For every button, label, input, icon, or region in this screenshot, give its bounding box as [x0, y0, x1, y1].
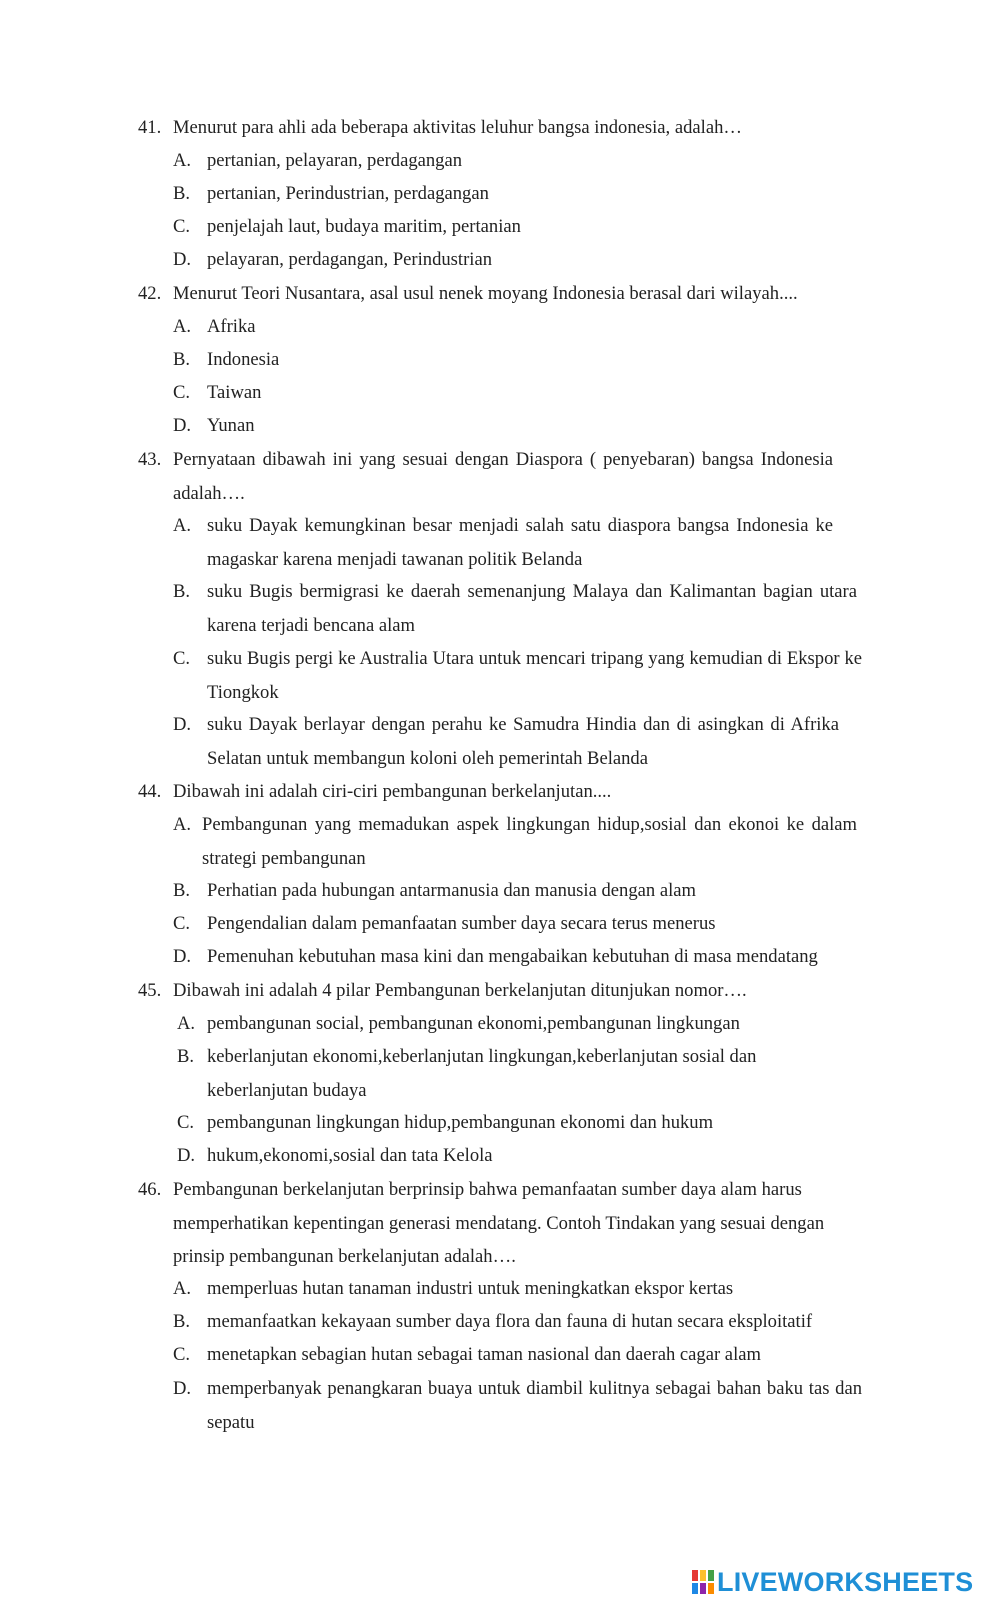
- option-text: pertanian, Perindustrian, perdagangan: [207, 183, 489, 204]
- question-text: Pernyataan dibawah ini yang sesuai dengan Diaspora ( penyebaran) bangsa Indonesia adalah….: [173, 449, 833, 504]
- option-letter: B.: [177, 1046, 195, 1067]
- option-letter: B.: [173, 581, 191, 602]
- option-letter: D.: [173, 1378, 192, 1399]
- option-letter: A.: [177, 1013, 196, 1034]
- question-number: 45.: [138, 980, 162, 1001]
- question-text: Pembangunan berkelanjutan berprinsip bahwa pemanfaatan sumber daya alam harus memperhatikan kepentingan generasi mendatang. Contoh Tindakan yang sesuai dengan prinsip pembangunan berkelanjutan adalah….: [173, 1179, 825, 1267]
- option-letter: A.: [173, 1278, 192, 1299]
- option-letter: A.: [173, 316, 192, 337]
- liveworksheets-logo: [692, 1565, 973, 1599]
- option-text: Perhatian pada hubungan antarmanusia dan manusia dengan alam: [207, 880, 696, 901]
- option-text: Indonesia: [207, 349, 280, 370]
- option-letter: D.: [173, 249, 192, 270]
- option-letter: C.: [173, 913, 191, 934]
- option-letter: D.: [177, 1145, 196, 1166]
- question-number: 43.: [138, 449, 162, 470]
- option-letter: A.: [173, 150, 192, 171]
- question-number: 46.: [138, 1179, 162, 1200]
- question-number: 41.: [138, 117, 162, 138]
- option-text: memperluas hutan tanaman industri untuk meningkatkan ekspor kertas: [207, 1278, 734, 1299]
- option-text: keberlanjutan ekonomi,keberlanjutan lingkungan,keberlanjutan sosial dan keberlanjutan budaya: [207, 1046, 757, 1101]
- question-number: 42.: [138, 283, 162, 304]
- option-letter: C.: [173, 1344, 191, 1365]
- option-text: Yunan: [207, 415, 255, 436]
- question-text: Dibawah ini adalah 4 pilar Pembangunan berkelanjutan ditunjukan nomor….: [173, 980, 747, 1001]
- option-letter: C.: [173, 382, 191, 403]
- option-text: menetapkan sebagian hutan sebagai taman nasional dan daerah cagar alam: [207, 1344, 761, 1365]
- option-letter: D.: [173, 714, 192, 735]
- option-letter: B.: [173, 183, 191, 204]
- option-text: memperbanyak penangkaran buaya untuk diambil kulitnya sebagai bahan baku tas dan sepatu: [207, 1378, 862, 1433]
- option-text: suku Bugis bermigrasi ke daerah semenanjung Malaya dan Kalimantan bagian utara karena terjadi bencana alam: [207, 581, 857, 636]
- question-text: Dibawah ini adalah ciri-ciri pembangunan berkelanjutan....: [173, 781, 612, 802]
- question-text: Menurut para ahli ada beberapa aktivitas leluhur bangsa indonesia, adalah…: [173, 117, 742, 138]
- option-text: memanfaatkan kekayaan sumber daya flora dan fauna di hutan secara eksploitatif: [207, 1311, 813, 1332]
- option-text: suku Bugis pergi ke Australia Utara untuk mencari tripang yang kemudian di Ekspor ke Tiongkok: [207, 648, 862, 703]
- option-letter: C.: [173, 648, 191, 669]
- option-letter: C.: [173, 216, 191, 237]
- option-letter: B.: [173, 880, 191, 901]
- option-text: Pemenuhan kebutuhan masa kini dan mengabaikan kebutuhan di masa mendatang: [207, 946, 818, 967]
- option-text: pertanian, pelayaran, perdagangan: [207, 150, 463, 171]
- logo-text: LIVEWORKSHEETS: [717, 1566, 974, 1597]
- question-text: Menurut Teori Nusantara, asal usul nenek moyang Indonesia berasal dari wilayah....: [173, 283, 798, 304]
- option-letter: C.: [177, 1112, 195, 1133]
- option-text: Pengendalian dalam pemanfaatan sumber daya secara terus menerus: [207, 913, 716, 934]
- option-text: Afrika: [207, 316, 256, 337]
- option-letter: D.: [173, 415, 192, 436]
- option-text: hukum,ekonomi,sosial dan tata Kelola: [207, 1145, 493, 1166]
- option-letter: B.: [173, 1311, 191, 1332]
- option-text: suku Dayak berlayar dengan perahu ke Samudra Hindia dan di asingkan di Afrika Selatan untuk membangun koloni oleh pemerintah Belanda: [207, 714, 839, 769]
- option-letter: D.: [173, 946, 192, 967]
- option-text: Taiwan: [207, 382, 262, 403]
- option-text: pembangunan social, pembangunan ekonomi,pembangunan lingkungan: [207, 1013, 740, 1034]
- option-letter: A.: [173, 515, 192, 536]
- option-letter: B.: [173, 349, 191, 370]
- liveworksheets-logo-icon: [692, 1570, 714, 1594]
- option-text: pembangunan lingkungan hidup,pembangunan ekonomi dan hukum: [207, 1112, 714, 1133]
- option-letter: A.: [173, 814, 192, 835]
- option-text: penjelajah laut, budaya maritim, pertanian: [207, 216, 521, 237]
- option-text: Pembangunan yang memadukan aspek lingkungan hidup,sosial dan ekonoi ke dalam strategi pembangunan: [202, 814, 857, 869]
- option-text: pelayaran, perdagangan, Perindustrian: [207, 249, 492, 270]
- question-number: 44.: [138, 781, 162, 802]
- option-text: suku Dayak kemungkinan besar menjadi salah satu diaspora bangsa Indonesia ke magaskar karena menjadi tawanan politik Belanda: [207, 515, 833, 570]
